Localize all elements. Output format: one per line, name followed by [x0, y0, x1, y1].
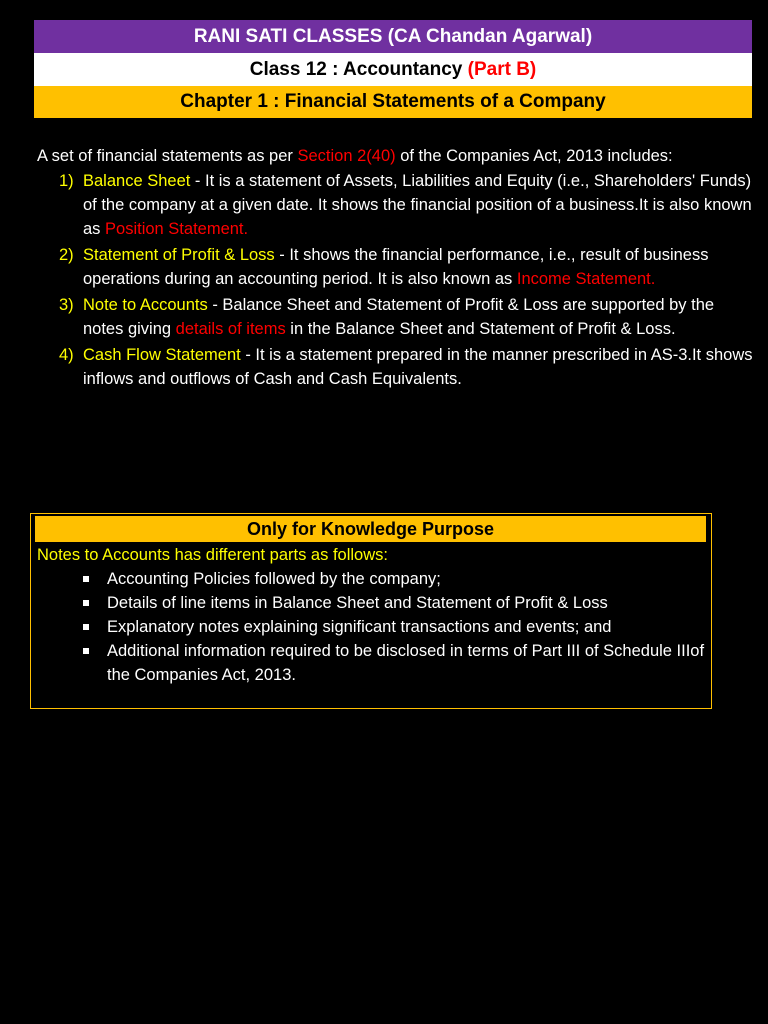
item-number: 1): [59, 172, 74, 190]
institute-title: RANI SATI CLASSES (CA Chandan Agarwal): [193, 26, 593, 47]
item-highlight: Income Statement.: [516, 270, 656, 288]
class-title: Class 12 : Accountancy: [249, 59, 468, 80]
part-label: (Part B): [467, 59, 537, 80]
square-bullet-icon: [83, 648, 89, 654]
intro-text: A set of financial statements as per: [37, 147, 298, 165]
item-term: Balance Sheet: [83, 172, 191, 190]
list-item: [31, 591, 711, 615]
list-item: [37, 169, 757, 241]
header-institute: [34, 20, 752, 53]
knowledge-list: [31, 567, 711, 687]
item-text: - It is a statement prepared in the manner prescribed in AS-3.It shows inflows and outflows of Cash and Cash Equivalents.: [83, 346, 753, 388]
intro-paragraph: [37, 144, 757, 168]
header-class: [34, 53, 752, 86]
chapter-title: Chapter 1 : Financial Statements of a Company: [180, 91, 606, 112]
square-bullet-icon: [83, 624, 89, 630]
bullet-text: Accounting Policies followed by the company;: [107, 570, 441, 588]
item-number: 3): [59, 296, 74, 314]
list-item: [31, 639, 711, 687]
section-reference: Section 2(40): [297, 147, 396, 165]
item-highlight: details of items: [175, 320, 286, 338]
list-item: [31, 615, 711, 639]
item-term: Cash Flow Statement: [83, 346, 241, 364]
bullet-text: Details of line items in Balance Sheet and Statement of Profit & Loss: [107, 594, 608, 612]
header-chapter: [34, 86, 752, 118]
knowledge-heading: Only for Knowledge Purpose: [35, 516, 706, 542]
square-bullet-icon: [83, 600, 89, 606]
statement-list: [37, 169, 757, 391]
list-item: [37, 243, 757, 291]
square-bullet-icon: [83, 576, 89, 582]
item-highlight: Position Statement.: [105, 220, 249, 238]
item-text: - It shows the financial performance, i.e., result of business operations during an accounting period. It is also known as: [83, 246, 709, 288]
intro-text-end: of the Companies Act, 2013 includes:: [395, 147, 673, 165]
main-content: [37, 144, 757, 391]
knowledge-box: [30, 513, 712, 709]
item-text: - Balance Sheet and Statement of Profit & Loss are supported by the notes giving: [83, 296, 715, 338]
bullet-text: Explanatory notes explaining significant transactions and events; and: [107, 618, 612, 636]
item-text: - It is a statement of Assets, Liabilities and Equity (i.e., Shareholders' Funds) of the company at a given date. It shows the financial position of a business.It is also known as: [83, 172, 752, 238]
list-item: [31, 567, 711, 591]
item-tail: in the Balance Sheet and Statement of Profit & Loss.: [285, 320, 676, 338]
item-number: 4): [59, 346, 74, 364]
item-term: Statement of Profit & Loss: [83, 246, 275, 264]
list-item: [37, 293, 757, 341]
item-number: 2): [59, 246, 74, 264]
item-term: Note to Accounts: [83, 296, 208, 314]
bullet-text: Additional information required to be disclosed in terms of Part III of Schedule IIIof the Companies Act, 2013.: [107, 642, 705, 684]
knowledge-intro: Notes to Accounts has different parts as follows:: [37, 546, 388, 564]
list-item: [37, 343, 757, 391]
